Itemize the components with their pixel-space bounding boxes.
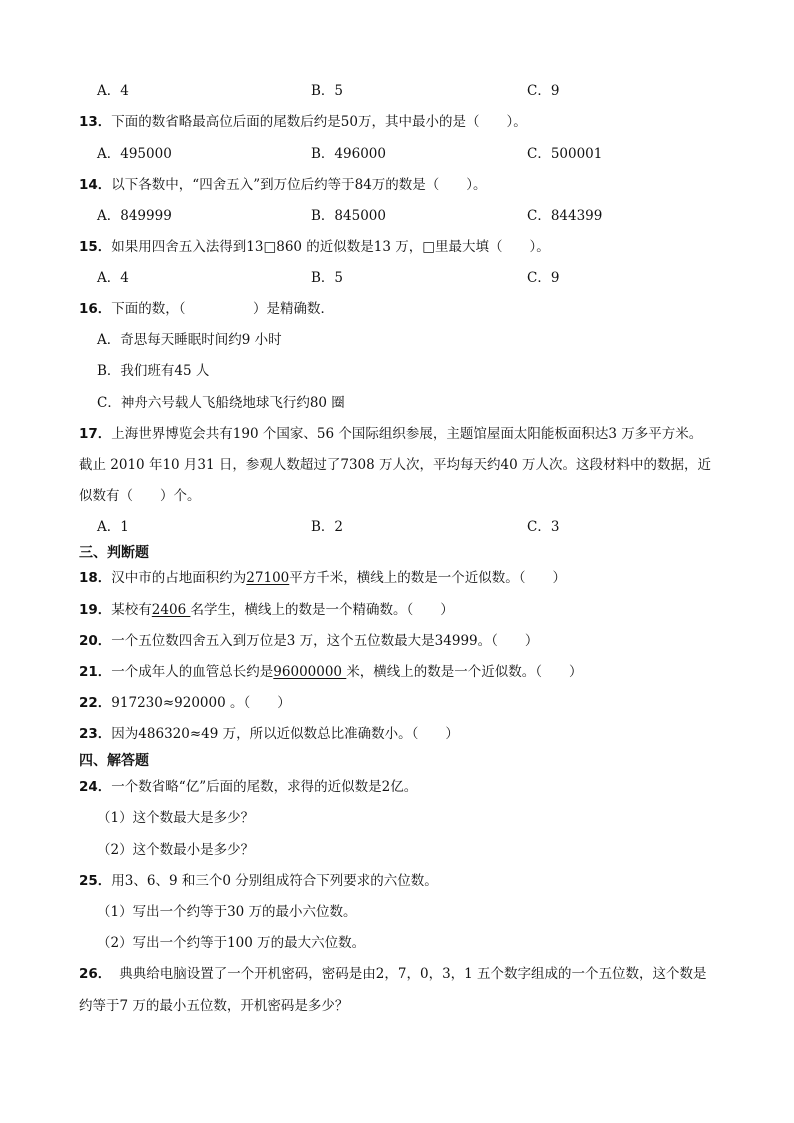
- q14-option-b: B．845000: [311, 208, 386, 224]
- question-21: [79, 662, 583, 682]
- question-text: 上海世界博览会共有190 个国家、56 个国际组织参展，主题馆屋面太阳能板面积达3 万多平方米。: [111, 426, 703, 442]
- q15-option-c: C．9: [527, 270, 560, 286]
- question-number: 23．: [79, 726, 112, 742]
- question-number: 25．: [79, 873, 112, 889]
- question-17: [79, 424, 702, 444]
- q15-option-a: A．4: [97, 270, 129, 286]
- q25-sub-1: （1）写出一个约等于30 万的最小六位数。: [97, 904, 357, 920]
- question-text: 一个五位数四舍五入到万位是3 万，这个五位数最大是34999。（ ）: [111, 633, 539, 649]
- q17-option-c: C．3: [527, 519, 560, 535]
- question-text: 用3、6、9 和三个0 分别组成符合下列要求的六位数。: [111, 873, 438, 889]
- q12-option-c: C．9: [527, 83, 560, 99]
- question-number: 15．: [79, 239, 112, 255]
- question-17-line-3: 似数有（ ）个。: [79, 488, 201, 504]
- question-13: [79, 112, 527, 132]
- question-text: 如果用四舍五入法得到13□860 的近似数是13 万，□里最大填（ ）。: [111, 239, 550, 255]
- q13-option-b: B．496000: [311, 146, 386, 162]
- q12-option-b: B．5: [311, 83, 344, 99]
- question-number: 20．: [79, 633, 112, 649]
- question-number: 18．: [79, 570, 112, 586]
- q16-option-a: A．奇思每天睡眠时间约9 小时: [97, 332, 282, 348]
- question-number: 19．: [79, 602, 112, 618]
- question-number: 16．: [79, 301, 112, 317]
- question-text: 以下各数中，“四舍五入”到万位后约等于84万的数是（ ）。: [111, 177, 487, 193]
- q13-option-a: A．495000: [97, 146, 172, 162]
- question-text-pre: 汉中市的占地面积约为: [111, 570, 247, 586]
- question-text-pre: 一个成年人的血管总长约是: [111, 664, 274, 680]
- question-text: 917230≈920000 。（ ）: [111, 695, 291, 711]
- q17-option-b: B．2: [311, 519, 344, 535]
- section-heading-answer: 四、解答题: [79, 753, 149, 769]
- q16-option-c: C．神舟六号载人飞船绕地球飞行约80 圈: [97, 395, 345, 411]
- underlined-number: 27100: [246, 570, 290, 586]
- underlined-number: 2406: [151, 602, 191, 618]
- question-text-post: 米，横线上的数是一个近似数。（ ）: [346, 664, 583, 680]
- question-24: [79, 777, 417, 797]
- question-text-post: 平方千米，横线上的数是一个近似数。（ ）: [289, 570, 566, 586]
- q24-sub-2: （2）这个数最小是多少？: [97, 842, 255, 858]
- question-number: 14．: [79, 177, 112, 193]
- q12-option-a: A．4: [97, 83, 129, 99]
- question-16: [79, 299, 334, 319]
- question-17-line-2: 截止 2010 年10 月31 日，参观人数超过了7308 万人次，平均每天约40 万人次。这段材料中的数据，近: [79, 457, 711, 473]
- question-number: 13．: [79, 114, 112, 130]
- question-18: [79, 568, 566, 588]
- q13-option-c: C．500001: [527, 146, 603, 162]
- question-26: [79, 964, 707, 984]
- question-number: 17．: [79, 426, 112, 442]
- question-text: 一个数省略“亿”后面的尾数，求得的近似数是2亿。: [111, 779, 418, 795]
- question-text: 下面的数，（ ）是精确数．: [111, 301, 335, 317]
- question-number: 22．: [79, 695, 112, 711]
- question-number: 21．: [79, 664, 112, 680]
- q15-option-b: B．5: [311, 270, 344, 286]
- section-heading-judgement: 三、判断题: [79, 545, 149, 561]
- question-number: 24．: [79, 779, 112, 795]
- question-20: [79, 631, 538, 651]
- question-25: [79, 871, 438, 891]
- q16-option-b: B．我们班有45 人: [97, 363, 210, 379]
- q25-sub-2: （2）写出一个约等于100 万的最大六位数。: [97, 935, 366, 951]
- question-text: 下面的数省略最高位后面的尾数后约是50万，其中最小的是（ ）。: [111, 114, 527, 130]
- q14-option-c: C．844399: [527, 208, 603, 224]
- q14-option-a: A．849999: [97, 208, 172, 224]
- question-text: 因为486320≈49 万，所以近似数总比准确数小。（ ）: [111, 726, 459, 742]
- question-text: 典典给电脑设置了一个开机密码，密码是由2，7，0，3，1 五个数字组成的一个五位数，这个数是: [119, 966, 707, 982]
- question-14: [79, 175, 487, 195]
- question-26-line-2: 约等于7 万的最小五位数，开机密码是多少？: [79, 998, 349, 1014]
- question-15: [79, 237, 550, 257]
- underlined-number: 96000000: [273, 664, 347, 680]
- q24-sub-1: （1）这个数最大是多少？: [97, 810, 255, 826]
- question-22: [79, 693, 291, 713]
- question-text-post: 名学生，横线上的数是一个精确数。（ ）: [190, 602, 454, 618]
- question-19: [79, 600, 454, 620]
- q17-option-a: A．1: [97, 519, 129, 535]
- question-23: [79, 724, 459, 744]
- question-number: 26．: [79, 966, 112, 982]
- question-text-pre: 某校有: [111, 602, 152, 618]
